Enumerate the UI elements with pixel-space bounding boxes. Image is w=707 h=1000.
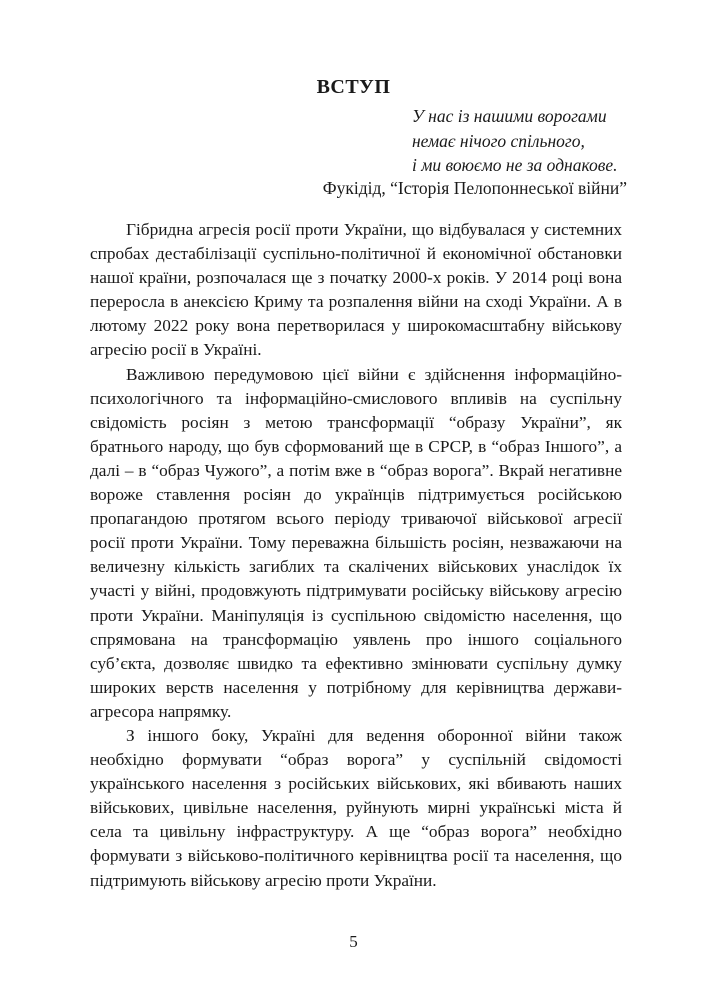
- paragraph: З іншого боку, Україні для ведення оборонної війни також необхідно формувати “образ ворога” у суспільній свідомості українського населення з російських військових, які вбивають наших військових, цивільне населення, руйнують мирні українські міста й села та цивільну інфраструктуру. А ще “образ ворога” необхідно формувати з військово-політичного керівництва росії та населення, що підтримують військову агресію проти України.: [90, 725, 622, 890]
- epigraph: [412, 104, 652, 178]
- epigraph-attribution: Фукідід, “Історія Пелопоннеської війни”: [322, 178, 627, 198]
- page-number: 5: [349, 932, 358, 951]
- epigraph-line: немає нічого спільного,: [412, 130, 585, 151]
- epigraph-line: і ми воюємо не за однакове.: [412, 155, 618, 175]
- paragraph: Важливою передумовою цієї війни є здійснення інформаційно-психологічного та інформаційно-смислового впливів на суспільну свідомість росіян з метою трансформації “образу України”, як братнього народу, що був сформований ще в СРСР, в “образ Іншого”, а далі – в “образ Чужого”, а потім вже в “образ ворога”. Вкрай негативне вороже ставлення росіян до українців підтримується російською пропагандою протягом всього періоду триваючої військової агресії росії проти України. Тому переважна більшість росіян, незважаючи на величезну кількість загиблих та скалічених військових унаслідок їх участі у війні, продовжують підтримувати російську військову агресію проти України. Маніпуляція із суспільною свідомістю населення, що спрямована на трансформацію уявлень про іншого соціального суб’єкта, дозволяє швидко та ефективно змінювати суспільну думку широких верств населення у потрібному для керівництва держави-агресора напрямку.: [90, 364, 622, 721]
- body-text: [90, 218, 622, 893]
- section-heading: ВСТУП: [316, 76, 391, 98]
- epigraph-line: У нас із нашими ворогами: [412, 106, 607, 126]
- paragraph: Гібридна агресія росії проти України, що відбувалася у системних спробах дестабілізації суспільно-політичної й економічної обстановки нашої країни, розпочалася ще з початку 2000-х років. У 2014 році вона переросла в анексією Криму та розпалення війни на сході України. А в лютому 2022 року вона перетворилася у широкомасштабну військову агресію росії в Україні.: [90, 220, 622, 360]
